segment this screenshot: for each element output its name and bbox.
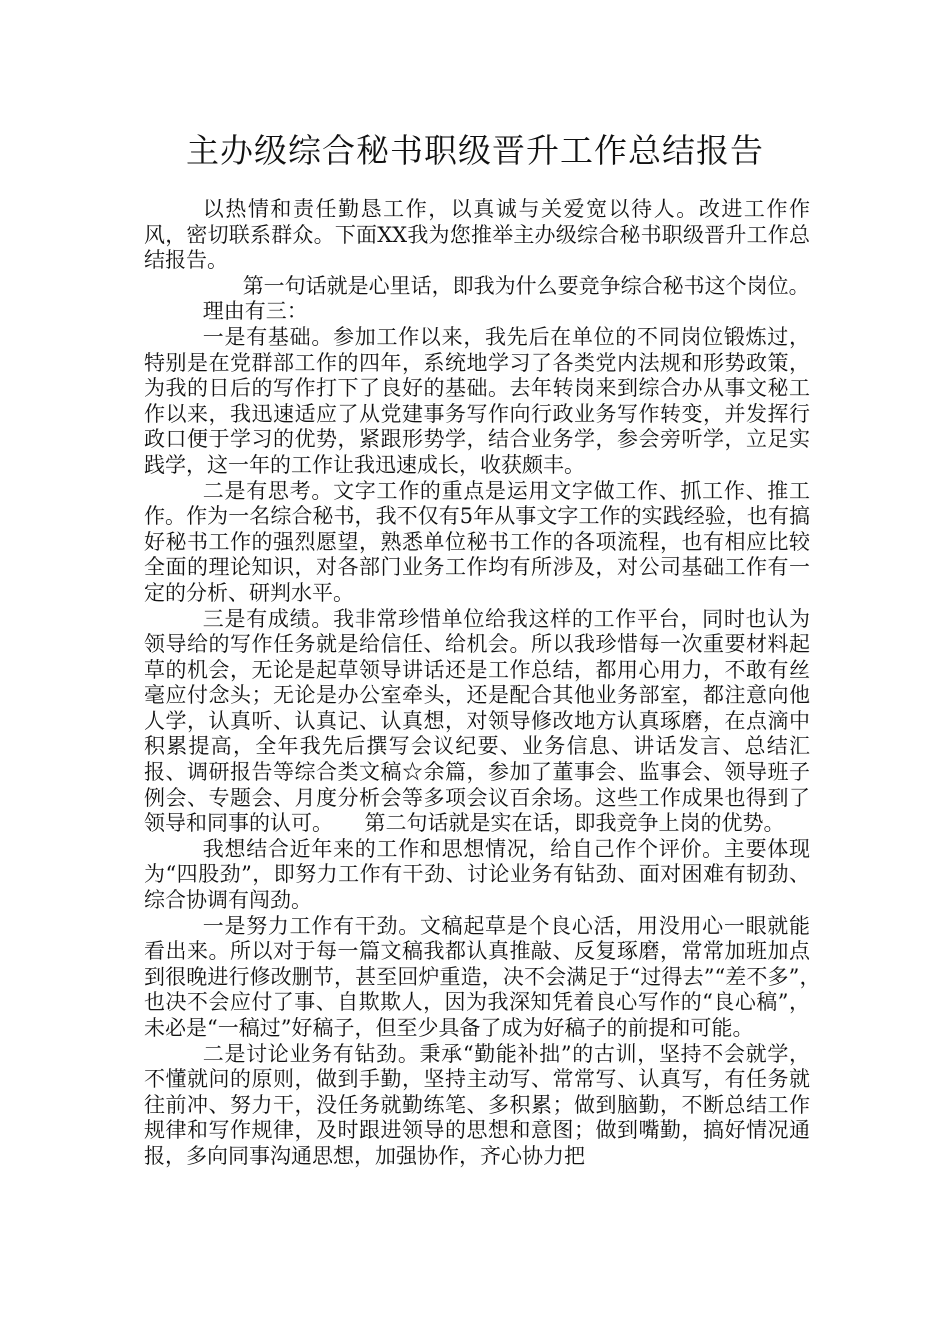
paragraph-first-sentence: 第一句话就是心里话，即我为什么要竞争综合秘书这个岗位。 <box>242 273 810 298</box>
paragraph-intro: 以热情和责任勤恳工作，以真诚与关爱宽以待人。改进工作作风，密切联系群众。下面XX我为您推举主办级综合秘书职级晋升工作总结报告。 <box>144 197 810 273</box>
paragraph-drive-study: 二是讨论业务有钻劲。秉承“勤能补拙”的古训，坚持不会就学，不懂就问的原则，做到手勤，坚持主动写、常常写、认真写，有任务就往前冲、努力干，没任务就勤练笔、多积累；做到脑勤，不断总结工作规律和写作规律，及时跟进领导的思想和意图；做到嘴勤，搞好情况通报，多向同事沟通思想，加强协作，齐心协力把 <box>144 1041 810 1168</box>
paragraph-reason-foundation: 一是有基础。参加工作以来，我先后在单位的不同岗位锻炼过，特别是在党群部工作的四年，系统地学习了各类党内法规和形势政策，为我的日后的写作打下了良好的基础。去年转岗来到综合办从事文秘工作以来，我迅速适应了从党建事务写作向行政业务写作转变，并发挥行政口便于学习的优势，紧跟形势学，结合业务学，参会旁听学，立足实践学，这一年的工作让我迅速成长，收获颇丰。 <box>144 324 810 477</box>
paragraph-reasons-heading: 理由有三： <box>202 299 308 324</box>
paragraph-reason-thinking: 二是有思考。文字工作的重点是运用文字做工作、抓工作、推工作。作为一名综合秘书，我不仅有5年从事文字工作的实践经验，也有搞好秘书工作的强烈愿望，熟悉单位秘书工作的各项流程，也有相应比较全面的理论知识，对各部门业务工作均有所涉及，对公司基础工作有一定的分析、研判水平。 <box>144 478 810 605</box>
document-title: 主办级综合秘书职级晋升工作总结报告 <box>186 131 764 170</box>
paragraph-drive-effort: 一是努力工作有干劲。文稿起草是个良心活，用没用心一眼就能看出来。所以对于每一篇文稿我都认真推敲、反复琢磨，常常加班加点到很晚进行修改删节，甚至回炉重造，决不会满足于“过得去”“差不多”， 也决不会应付了事、自欺欺人，因为我深知凭着良心写作的“良心稿”，未必是“一稿过”好稿子，但至少具备了成为好稿子的前提和可能。 <box>144 913 831 1040</box>
paragraph-reason-achievement: 三是有成绩。我非常珍惜单位给我这样的工作平台，同时也认为领导给的写作任务就是给信任、给机会。所以我珍惜每一次重要材料起草的机会，无论是起草领导讲话还是工作总结，都用心用力，不敢有丝毫应付念头；无论是办公室牵头，还是配合其他业务部室，都注意向他人学，认真听、认真记、认真想，对领导修改地方认真琢磨，在点滴中积累提高，全年我先后撰写会议纪要、业务信息、讲话发言、总结汇报、调研报告等综合类文稿☆余篇，参加了董事会、监事会、领导班子例会、专题会、月度分析会等多项会议百余场。这些工作成果也得到了领导和同事的认可。 第二句话就是实在话，即我竞争上岗的优势。 <box>144 606 810 836</box>
paragraph-self-evaluation: 我想结合近年来的工作和思想情况，给自己作个评价。主要体现为“四股劲”，即努力工作有干劲、讨论业务有钻劲、面对困难有韧劲、综合协调有闯劲。 <box>144 836 810 913</box>
document-body <box>144 197 831 1170</box>
